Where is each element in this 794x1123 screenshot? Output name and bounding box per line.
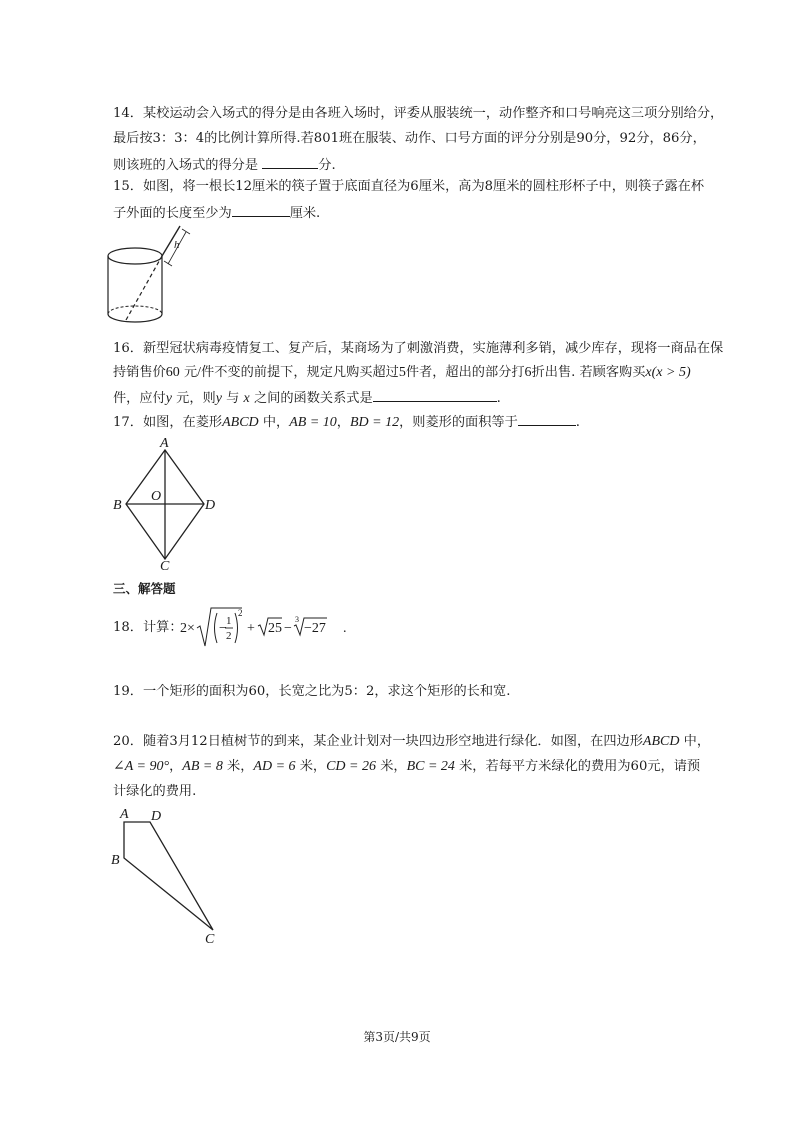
- q14-line-2: 最后按3：3：4的比例计算所得.若801班在服装、动作、口号方面的评分分别是90分，92分，86分，: [113, 131, 706, 146]
- q18-denominator: 2: [226, 630, 232, 642]
- q18-radicand-27: −27: [304, 621, 326, 636]
- q16-line-2: [113, 364, 691, 382]
- q18-paren-left: [215, 613, 218, 643]
- q20-angle: ∠A = 90°: [113, 759, 170, 774]
- cylinder-top: [108, 248, 162, 264]
- q16-line-1: 16．新型冠状病毒疫情复工、复产后，某商场为了刺激消费，实施薄利多销，减少库存，现将一商品在保: [113, 341, 724, 356]
- q15-line-2: [113, 203, 320, 223]
- h-tick-top: [182, 229, 190, 234]
- vertex-d-label: D: [205, 498, 216, 513]
- q20-line-2: [113, 758, 700, 776]
- q16-answer-blank[interactable]: [373, 388, 497, 402]
- q16-text-a: 持销售价: [113, 365, 166, 380]
- q14-answer-blank[interactable]: [262, 155, 318, 169]
- vertex-b-label: B: [113, 498, 122, 513]
- q17-ab: AB = 10: [289, 415, 337, 430]
- q16-text-i: 之间的函数关系式是: [253, 391, 373, 406]
- q16-text-f: 件，应付: [113, 391, 166, 406]
- q16-discount: 6: [524, 365, 532, 380]
- q16-text-h: 与: [226, 391, 240, 406]
- vertex-a-label: A: [160, 436, 169, 451]
- q20-text-b: 中，: [683, 734, 711, 749]
- q18-numerator: 1: [226, 615, 232, 627]
- q17-answer-blank[interactable]: [518, 412, 576, 426]
- vertex-b-label: B: [111, 853, 120, 868]
- q20-unit-2: 米，: [299, 759, 327, 774]
- q16-var-y: y: [165, 391, 172, 406]
- cylinder-bottom-front: [108, 314, 162, 322]
- vertex-c-label: C: [205, 932, 215, 947]
- q17-text-c: ，则菱形的面积等于: [399, 415, 518, 430]
- q14-line-3: [113, 155, 336, 175]
- vertex-d-label: D: [151, 809, 162, 824]
- h-tick-bottom: [164, 261, 172, 266]
- q16-text-g: 元，则: [176, 391, 216, 406]
- q20-unit-1: 米，: [227, 759, 254, 774]
- page-footer: 第3页/共9页: [363, 1030, 431, 1044]
- q16-slash: /: [197, 365, 202, 380]
- q16-var-y-2: y: [215, 391, 222, 406]
- q16-price: 60: [165, 365, 180, 380]
- quadrilateral-outline: [124, 822, 213, 930]
- q20-unit-4: 米，若每平方米绿化的费用为60元，请预: [459, 759, 701, 774]
- q15-unit: 厘米.: [289, 206, 321, 221]
- q17-sep: ，: [336, 415, 350, 430]
- q18-plus: +: [247, 621, 255, 636]
- q20-line-1: [113, 733, 710, 751]
- h-label: h: [174, 239, 180, 251]
- q17-text-a: 17．如图，在菱形: [113, 415, 223, 430]
- q20-ad: AD = 6: [253, 759, 296, 774]
- q20-unit-3: 米，: [380, 759, 407, 774]
- q16-expr: x(x > 5): [645, 365, 691, 380]
- chopstick-inside: [126, 256, 162, 320]
- q16-period: .: [496, 391, 501, 406]
- q18-times: 2×: [180, 621, 195, 636]
- q14-line-1: 14．某校运动会入场式的得分是由各班入场时，评委从服装统一，动作整齐和口号响亮这三项分别给分，: [113, 106, 724, 121]
- q16-var-x: x: [243, 391, 250, 406]
- rhombus-figure: [110, 436, 220, 574]
- q18-exponent: 2: [238, 608, 243, 618]
- q18-period: .: [343, 621, 347, 636]
- vertex-c-label: C: [160, 559, 170, 574]
- q18-minus-2: −: [284, 621, 292, 636]
- q14-unit: 分.: [318, 158, 336, 173]
- cylinder-bottom-back: [108, 306, 162, 314]
- q20-shape-name: ABCD: [642, 734, 680, 749]
- q17-shape-name: ABCD: [222, 415, 259, 430]
- q18-label: 18．计算：: [113, 620, 183, 635]
- q17-text-b: 中，: [262, 415, 290, 430]
- q15-text: 子外面的长度至少为: [113, 206, 232, 221]
- q20-bc: BC = 24: [406, 759, 455, 774]
- q16-line-3: [113, 388, 501, 408]
- q20-text-a: 20．随着3月12日植树节的到来，某企业计划对一块四边形空地进行绿化．如图，在四边形: [113, 734, 643, 749]
- q20-cd: CD = 26: [326, 759, 376, 774]
- q16-text-b: 元: [183, 365, 198, 380]
- quadrilateral-figure: [110, 804, 230, 949]
- q17-line-1: [113, 412, 580, 432]
- vertex-a-label: A: [120, 807, 129, 822]
- q15-answer-blank[interactable]: [232, 203, 290, 217]
- q18-expression: [180, 604, 360, 650]
- q17-period: .: [575, 415, 580, 430]
- q18-minus: −: [219, 621, 227, 636]
- q17-bd: BD = 12: [349, 415, 400, 430]
- center-o-label: O: [151, 489, 162, 504]
- q15-line-1: 15．如图，将一根长12厘米的筷子置于底面直径为6厘米，高为8厘米的圆柱形杯子中，则筷子露在杯: [113, 179, 705, 194]
- q14-text: 则该班的入场式的得分是: [113, 158, 263, 173]
- cylinder-chopstick-figure: [100, 222, 210, 332]
- q18-root-index: 3: [295, 615, 299, 624]
- q18-radicand-25: 25: [268, 621, 282, 636]
- q20-sep: ，: [169, 759, 183, 774]
- q16-text-e: 折出售. 若顾客购买: [531, 365, 646, 380]
- q19-text: 19．一个矩形的面积为60，长宽之比为5：2，求这个矩形的长和宽.: [113, 684, 511, 699]
- q20-line-3: 计绿化的费用.: [113, 784, 197, 799]
- section-title: 三、解答题: [113, 581, 176, 596]
- q16-text-d: 件者，超出的部分打: [405, 365, 525, 380]
- q16-text-c: 件不变的前提下，规定凡购买超过: [201, 365, 399, 380]
- q20-ab: AB = 8: [182, 759, 223, 774]
- q16-count: 5: [398, 365, 406, 380]
